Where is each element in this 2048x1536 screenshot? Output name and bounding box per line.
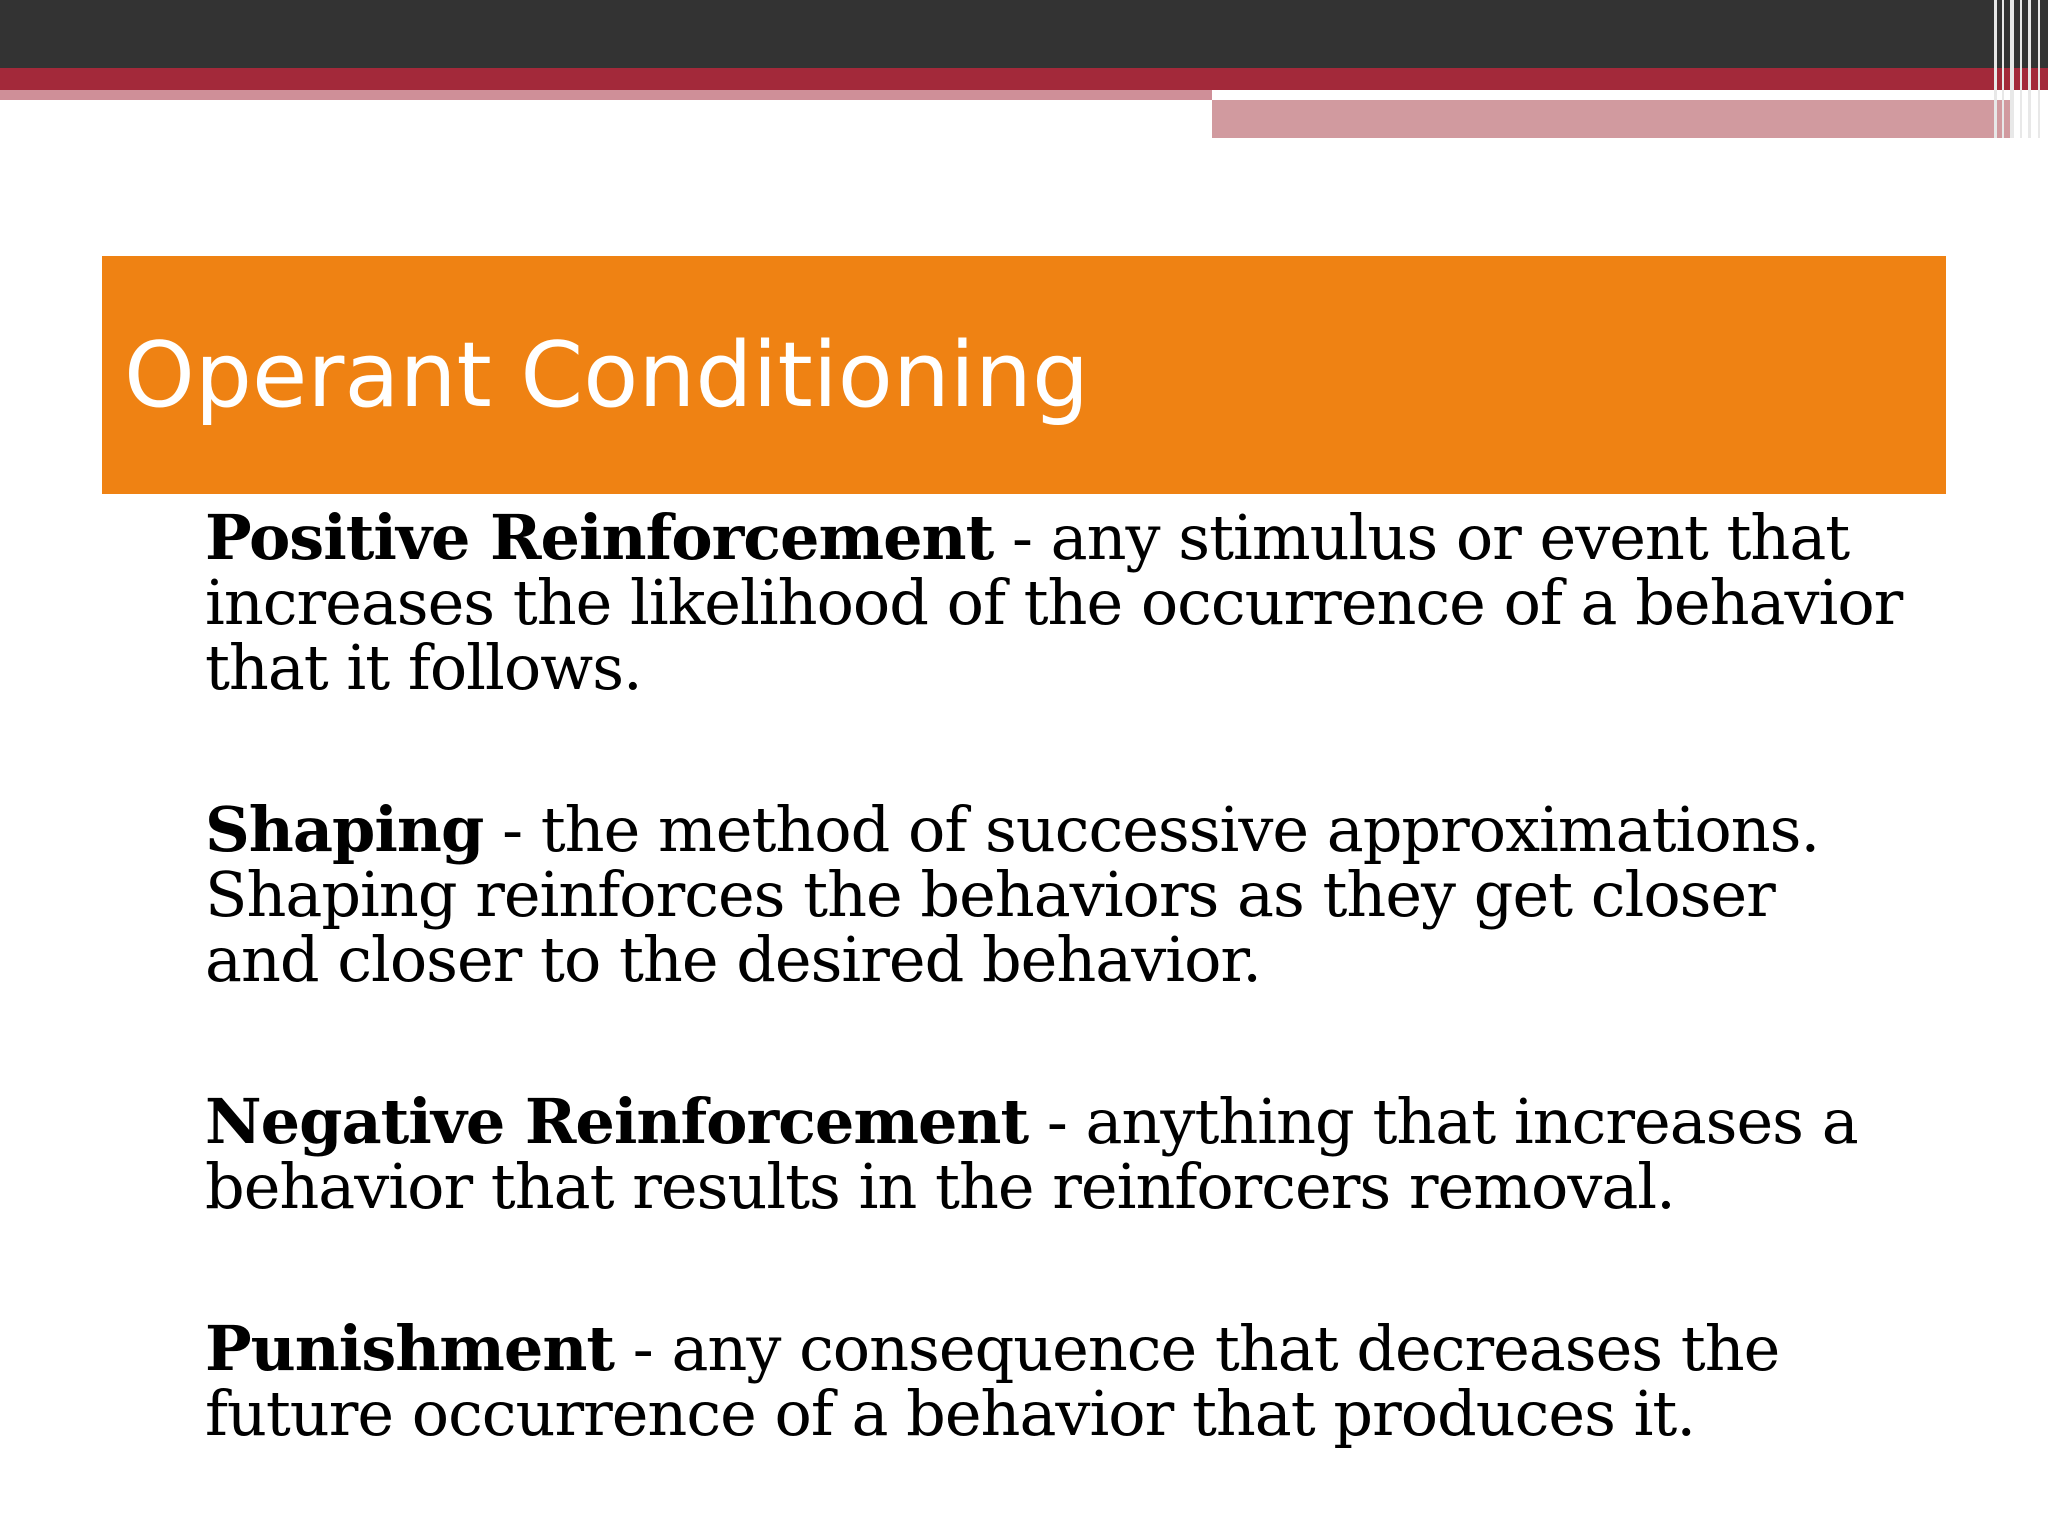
term-list [205, 501, 1905, 1450]
term-item [205, 1085, 1905, 1223]
title-band [102, 256, 1946, 494]
edge-decoration [1988, 0, 2048, 138]
term-definition: - anything that increases a behavior that results in the reinforcers removal. [205, 1085, 1858, 1223]
slide-title: Operant Conditioning [124, 323, 1090, 428]
top-dark-bar [0, 0, 2048, 68]
term-item [205, 501, 1905, 704]
term-definition: - the method of successive approximations. Shaping reinforces the behaviors as they get closer and closer to the desired behavior. [205, 793, 1820, 996]
top-red-bar [0, 68, 2048, 90]
term-name: Shaping [205, 793, 484, 866]
term-name: Negative Reinforcement [205, 1085, 1029, 1158]
term-name: Punishment [205, 1312, 615, 1385]
term-definition: - any stimulus or event that increases the likelihood of the occurrence of a behavior that it follows. [205, 501, 1903, 704]
term-name: Positive Reinforcement [205, 501, 994, 574]
term-item [205, 1312, 1905, 1450]
term-item [205, 793, 1905, 996]
top-pink-bar [1212, 100, 2012, 138]
term-definition: - any consequence that decreases the future occurrence of a behavior that produces it. [205, 1312, 1780, 1450]
top-red-light-bar [0, 90, 1212, 100]
